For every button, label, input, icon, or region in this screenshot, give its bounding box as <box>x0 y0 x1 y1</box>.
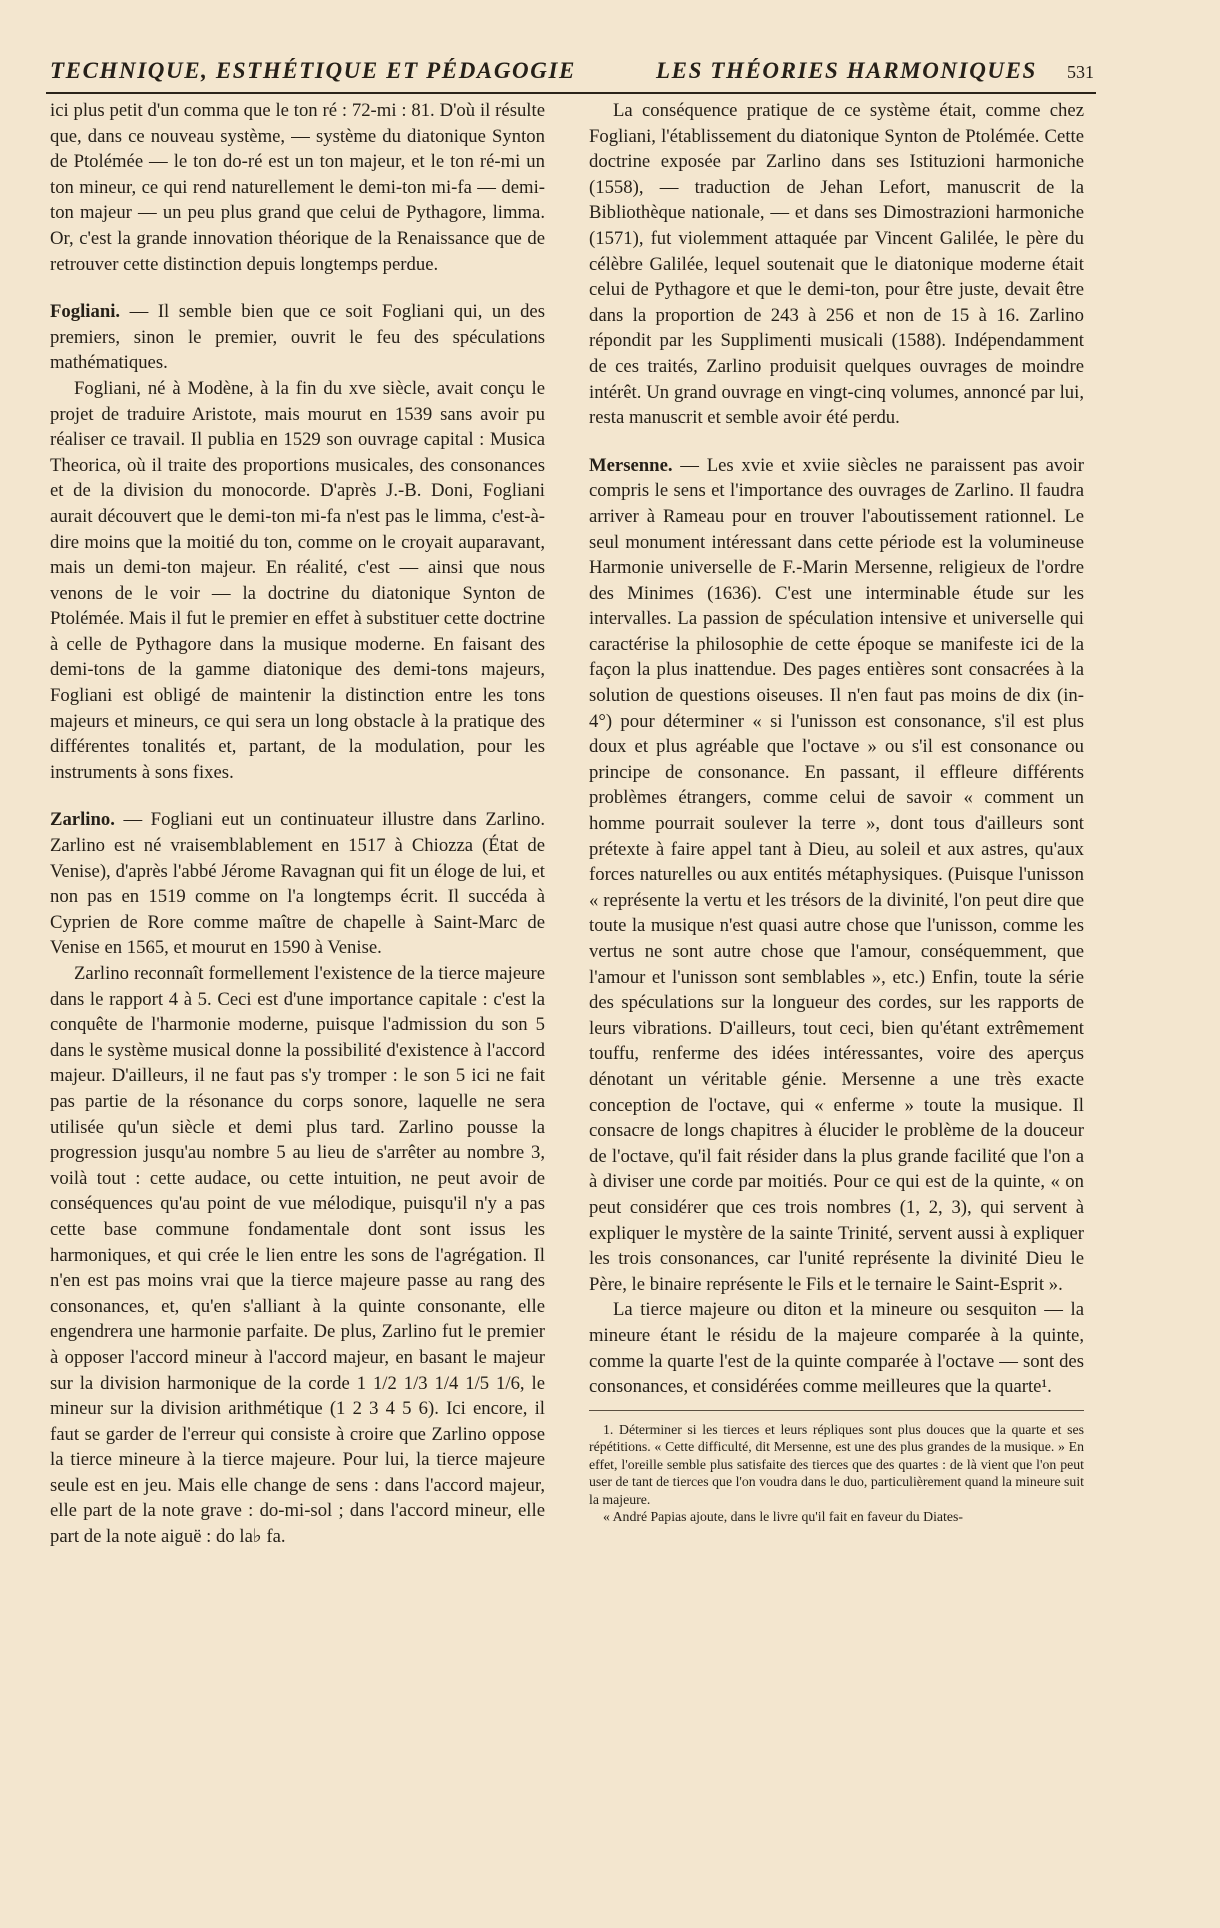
section-heading: Fogliani. <box>50 301 121 323</box>
section-paragraph <box>50 299 545 376</box>
section-heading: Mersenne. <box>589 454 673 476</box>
body-paragraph: Fogliani, né à Modène, à la fin du xve siècle, avait conçu le projet de traduire Aristote, mais mourut en 1539 sans avoir pu réaliser ce travail. Il publia en 1529 son ouvrage capital : Musica Theorica, où il traite des proportions musicales, des consonances et de la division du monocorde. D'après J.-B. Doni, Fogliani aurait découvert que le demi-ton mi-fa n'est pas le limma, c'est-à-dire moins que la moitié du ton, comme on le croyait auparavant, mais un demi-ton majeur. En réalité, c'est — ainsi que nous venons de le voir — la doctrine du diatonique Synton de Ptolémée. Mais il fut le premier en effet à substituer cette doctrine à celle de Pythagore dans la musique moderne. En faisant des demi-tons de la gamme diatonique des demi-tons majeurs, Fogliani est obligé de maintenir la distinction entre les tons majeurs et mineurs, ce qui sera un long obstacle à la pratique des différentes tonalités et, partant, de la modulation, pour les instruments à sons fixes. <box>50 377 545 783</box>
section-paragraph <box>50 807 545 961</box>
left-column <box>50 98 545 1550</box>
right-column-body <box>589 98 1084 1400</box>
body-paragraph: ici plus petit d'un comma que le ton ré : 72-mi : 81. D'où il résulte que, dans ce nouveau système, — système du diatonique Synton de Ptolémée — le ton do-ré est un ton majeur, et le ton ré-mi un ton mineur, ce qui rend naturellement le demi-ton mi-fa — demi-ton majeur — un peu plus grand que celui de Pythagore, limma. Or, c'est la grande innovation théorique de la Renaissance que de retrouver cette distinction depuis longtemps perdue. <box>50 100 545 275</box>
running-title-left: TECHNIQUE, ESTHÉTIQUE ET PÉDAGOGIE <box>50 58 576 83</box>
running-title-right: LES THÉORIES HARMONIQUES <box>656 58 1037 83</box>
footnote: 1. Déterminer si les tierces et leurs répliques sont plus douces que la quarte et ses répétitions. « Cette difficulté, dit Mersenne, est une des plus grandes de la musique. » En effet, l'oreille semble plus satisfaite des tierces que des quartes : de là vient que l'on peut user de tant de tierces que l'on voudra dans le duo, particulièrement quand la mineure suit la majeure. <box>589 1421 1084 1507</box>
running-header <box>46 52 1096 94</box>
footnote: « André Papias ajoute, dans le livre qu'il fait en faveur du Diates- <box>603 1509 963 1525</box>
section-paragraph <box>589 453 1084 1298</box>
section-text: — Fogliani eut un continuateur illustre dans Zarlino. Zarlino est né vraisemblablement en 1517 à Chiozza (État de Venise), d'après l'abbé Jérome Ravagnan qui fit un éloge de lui, et non pas en 1519 comme on l'a longtemps écrit. Il succéda à Cyprien de Rore comme maître de chapelle à Saint-Marc de Venise en 1565, et mourut en 1590 à Venise. <box>50 809 545 959</box>
page-number: 531 <box>1067 62 1094 82</box>
right-column <box>589 98 1084 1526</box>
footnotes <box>589 1410 1084 1526</box>
section-text: — Il semble bien que ce soit Fogliani qui, un des premiers, sinon le premier, ouvrit le feu des spéculations mathématiques. <box>50 301 545 374</box>
body-paragraph: Zarlino reconnaît formellement l'existence de la tierce majeure dans le rapport 4 à 5. Ceci est d'une importance capitale : c'est la conquête de l'harmonie moderne, puisque l'admission du son 5 dans le système musical donne la possibilité d'existence à l'accord majeur. D'ailleurs, il ne faut pas s'y tromper : le son 5 ici ne fait pas partie de la résonance du corps sonore, laquelle ne sera utilisée qu'un siècle et demi plus tard. Zarlino pousse la progression jusqu'au nombre 5 au lieu de s'arrêter au nombre 3, voilà tout : cette audace, ou cette intuition, ne peut avoir de conséquences qu'au point de vue mélodique, puisqu'il n'y a pas cette base commune fondamentale dont sont issus les harmoniques, et qui crée le lien entre les sons de l'agrégation. Il n'en est pas moins vrai que la tierce majeure passe au rang des consonances, et, qu'en s'alliant à la quinte consonante, elle engendrera une harmonie parfaite. De plus, Zarlino fut le premier à opposer l'accord mineur à l'accord majeur, en basant le majeur sur la division harmonique de la corde 1 1/2 1/3 1/4 1/5 1/6, le mineur sur la division arithmétique (1 2 3 4 5 6). Ici encore, il faut se garder de l'erreur qui consiste à croire que Zarlino oppose la tierce mineure à la tierce majeure. Pour lui, la tierce majeure seule est en jeu. Mais elle change de sens : dans l'accord majeur, elle part de la note grave : do-mi-sol ; dans l'accord mineur, elle part de la note aiguë : do la♭ fa. <box>50 963 545 1548</box>
body-paragraph: La conséquence pratique de ce système était, comme chez Fogliani, l'établissement du diatonique Synton de Ptolémée. Cette doctrine exposée par Zarlino dans ses Istituzioni harmoniche (1558), — traduction de Jehan Lefort, manuscrit de la Bibliothèque nationale, — et dans ses Dimostrazioni harmoniche (1571), fut violemment attaquée par Vincent Galilée, le père du célèbre Galilée, lequel soutenait que le diatonique moderne était celui de Pythagore et que le demi-ton, pour être juste, devait être dans la proportion de 243 à 256 et non de 15 à 16. Zarlino répondit par les Supplimenti musicali (1588). Indépendamment de ces traités, Zarlino produisit quelques ouvrages de moindre intérêt. Un grand ouvrage en vingt-cinq volumes, annoncé par lui, resta manuscrit et semble avoir été perdu. <box>589 100 1084 429</box>
section-heading: Zarlino. <box>50 809 115 831</box>
section-text: — Les xvie et xviie siècles ne paraissent pas avoir compris le sens et l'importance des ouvrages de Zarlino. Il faudra arriver à Rameau pour en trouver l'aboutissement rationnel. Le seul monument intéressant dans cette période est la volumineuse Harmonie universelle de F.-Marin Mersenne, religieux de l'ordre des Minimes (1636). C'est une interminable étude sur les intervalles. La passion de spéculation intensive et universelle qui caractérise la philosophie de cette époque se manifeste ici de la façon la plus inattendue. Des pages entières sont consacrées à la solution de questions oiseuses. Il n'en faut pas moins de dix (in-4°) pour déterminer « si l'unisson est consonance, s'il est plus doux et plus agréable que l'octave » ou s'il est consonance ou principe de consonance. En passant, il effleure différents problèmes étrangers, comme celui de savoir « comment un homme pourrait soulever la terre », dont tous d'ailleurs sont prétexte à faire appel tant à Dieu, au soleil et aux astres, qu'aux forces naturelles ou aux entités métaphysiques. (Puisque l'unisson « représente la vertu et les trésors de la divinité, l'on peut dire que toute la musique n'est quasi autre chose que l'unisson, comme les vertus ne sont autre chose que l'amour, conséquemment, que l'amour et l'unisson sont semblables », etc.) Enfin, toute la série des spéculations sur la longueur des cordes, sur les rapports de leurs vibrations. D'ailleurs, tout ceci, bien qu'étant extrêmement touffu, renferme des idées intéressantes, voire des aperçus dénotant un véritable génie. Mersenne a une très exacte conception de l'octave, qui « enferme » toute la musique. Il consacre de longs chapitres à élucider le problème de la douceur de l'octave, qu'il fait résider dans la plus grande facilité que l'on a à diviser une corde par moitiés. Pour ce qui est de la quinte, « on peut considérer que ces trois nombres (1, 2, 3), qui servent à expliquer le mystère de la sainte Trinité, servent aussi à expliquer les trois consonances, car l'unité représente la divinité Dieu le Père, le binaire représente le Fils et le ternaire le Saint-Esprit ». <box>589 454 1084 1295</box>
body-paragraph: La tierce majeure ou diton et la mineure ou sesquiton — la mineure étant le résidu de la majeure comparée à la quinte, comme la quarte l'est de la quinte comparée à l'octave — sont des consonances, et considérées comme meilleures que la quarte¹. <box>589 1299 1084 1398</box>
